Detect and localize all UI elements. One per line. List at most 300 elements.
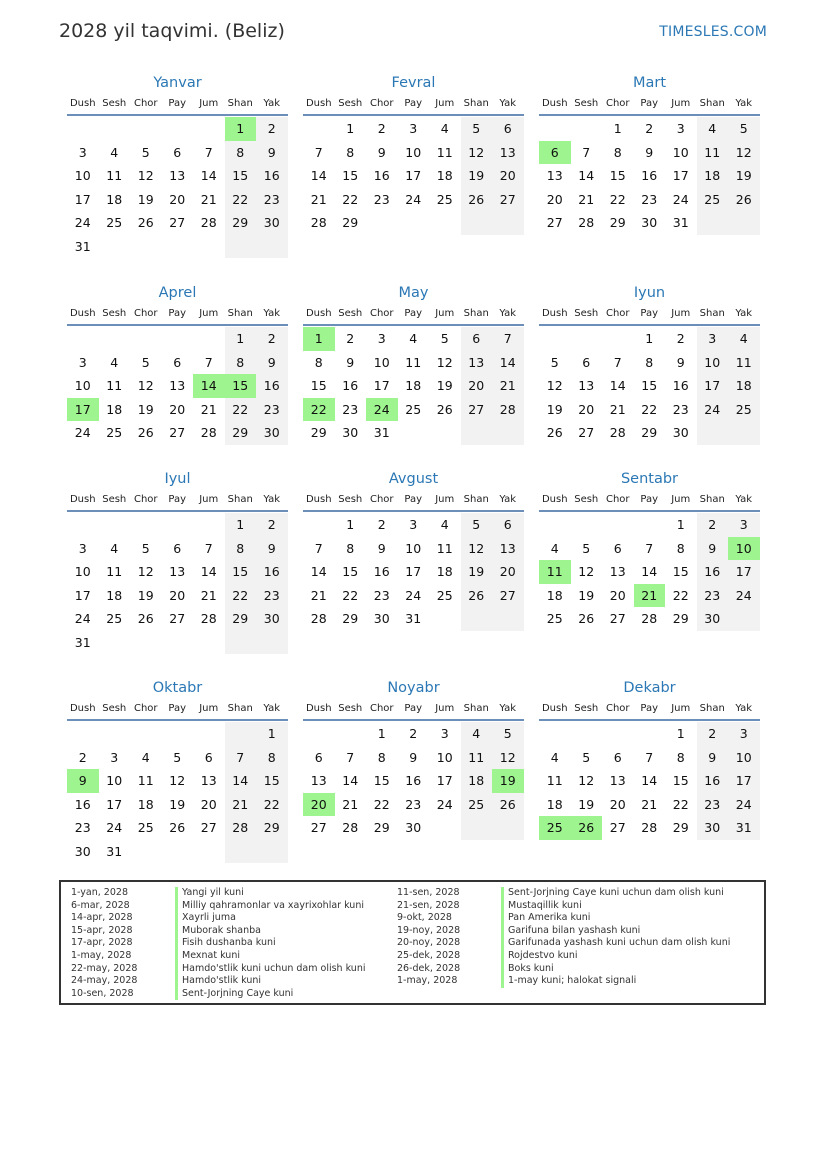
day-cell: 6: [613, 749, 622, 765]
day-cell: 13: [169, 564, 186, 579]
day-cell: 14: [578, 168, 595, 183]
day-cell: 10: [728, 746, 760, 770]
day-cell: 8: [225, 537, 257, 561]
day-cell: 17: [373, 378, 390, 393]
day-cell: 29: [641, 425, 658, 440]
day-cell: 9: [256, 141, 288, 165]
day-cell: 8: [645, 354, 654, 370]
day-cell: 5: [141, 144, 150, 160]
holiday-day-cell: 1: [303, 327, 335, 351]
legend-holiday-name: 1-may kuni; halokat signali: [501, 975, 636, 988]
weekday-label: Jum: [671, 494, 691, 505]
weekday-label: Sesh: [102, 703, 127, 714]
weekday-label: Chor: [369, 98, 394, 109]
empty-cell: [162, 722, 194, 746]
empty-cell: [193, 840, 225, 864]
weekday-label: Sesh: [338, 703, 363, 714]
header-rule: [303, 114, 524, 116]
day-cell: 21: [492, 374, 524, 398]
weekday-label: Pay: [168, 494, 187, 505]
day-cell: 18: [546, 796, 563, 812]
day-cell: 13: [200, 773, 217, 788]
legend-date: 1-yan, 2028: [71, 887, 128, 898]
day-cell: 6: [492, 117, 524, 141]
holiday-day-cell: 24: [366, 398, 398, 422]
day-cell: 13: [609, 564, 626, 579]
day-cell: 25: [697, 188, 729, 212]
day-cell: 5: [550, 354, 559, 370]
day-cell: 15: [609, 168, 626, 183]
day-cell: 30: [641, 215, 658, 230]
weekday-label: Sesh: [102, 494, 127, 505]
day-cell: 1: [225, 327, 257, 351]
day-cell: 3: [676, 121, 685, 136]
empty-cell: [67, 117, 99, 141]
day-cell: 22: [672, 587, 689, 603]
day-cell: 14: [641, 564, 658, 579]
day-cell: 31: [672, 215, 689, 230]
header-rule: [67, 324, 288, 326]
day-cell: 16: [256, 560, 288, 584]
day-cell: 22: [342, 587, 359, 603]
day-cell: 11: [137, 773, 154, 788]
empty-cell: [429, 607, 461, 631]
weekday-label: Shan: [699, 308, 725, 319]
day-cell: 18: [546, 587, 563, 603]
empty-cell: [303, 513, 335, 537]
day-cell: 9: [256, 351, 288, 375]
weekday-label: Yak: [499, 98, 517, 109]
day-cell: 1: [613, 121, 622, 136]
legend-holiday-name: Mustaqillik kuni: [501, 900, 582, 913]
day-cell: 17: [436, 773, 453, 788]
weekday-label: Pay: [640, 494, 659, 505]
weekday-label: Pay: [168, 308, 187, 319]
weekday-label: Yak: [735, 98, 753, 109]
day-cell: 13: [310, 773, 327, 788]
day-cell: 16: [373, 564, 390, 579]
day-cell: 9: [409, 749, 418, 765]
day-cell: 10: [74, 564, 91, 579]
legend-date: 15-apr, 2028: [71, 924, 133, 936]
holiday-day-cell: 21: [634, 584, 666, 608]
day-cell: 4: [728, 327, 760, 351]
day-cell: 5: [141, 540, 150, 556]
weekday-label: Chor: [133, 98, 158, 109]
day-cell: 9: [377, 144, 386, 160]
day-cell: 5: [461, 513, 493, 537]
weekday-label: Sesh: [574, 703, 599, 714]
empty-cell: [256, 631, 288, 655]
weekday-label: Yak: [263, 98, 281, 109]
day-cell: 6: [173, 144, 182, 160]
empty-cell: [634, 513, 666, 537]
day-cell: 26: [546, 425, 563, 440]
day-cell: 13: [169, 168, 186, 183]
empty-cell: [602, 722, 634, 746]
day-cell: 5: [173, 749, 182, 765]
day-cell: 30: [74, 843, 91, 859]
day-cell: 21: [342, 796, 359, 812]
day-cell: 4: [110, 144, 119, 160]
weekday-label: Sesh: [338, 494, 363, 505]
day-cell: 11: [697, 141, 729, 165]
day-cell: 7: [582, 144, 591, 160]
day-cell: 29: [225, 211, 257, 235]
day-cell: 18: [106, 587, 123, 603]
day-cell: 23: [342, 401, 359, 417]
weekday-label: Yak: [735, 703, 753, 714]
day-cell: 23: [256, 584, 288, 608]
legend-holiday-name: Hamdo'stlik kuni uchun dam olish kuni: [175, 963, 365, 976]
weekday-label: Jum: [199, 308, 219, 319]
day-cell: 29: [672, 611, 689, 626]
day-cell: 19: [578, 796, 595, 812]
day-cell: 26: [461, 188, 493, 212]
day-cell: 29: [342, 611, 359, 626]
weekday-label: Sesh: [338, 98, 363, 109]
weekday-label: Jum: [199, 703, 219, 714]
empty-cell: [728, 421, 760, 445]
day-cell: 5: [728, 117, 760, 141]
holiday-day-cell: 22: [303, 398, 335, 422]
day-cell: 14: [342, 773, 359, 788]
empty-cell: [162, 631, 194, 655]
day-cell: 3: [78, 144, 87, 160]
day-cell: 26: [436, 401, 453, 417]
day-cell: 17: [106, 796, 123, 812]
day-cell: 24: [74, 425, 91, 440]
empty-cell: [67, 513, 99, 537]
empty-cell: [602, 327, 634, 351]
day-cell: 24: [697, 398, 729, 422]
day-cell: 4: [461, 722, 493, 746]
month-1: [67, 72, 288, 258]
header-rule: [539, 719, 760, 721]
day-cell: 9: [697, 746, 729, 770]
day-cell: 22: [672, 796, 689, 812]
day-cell: 3: [728, 722, 760, 746]
day-cell: 16: [256, 164, 288, 188]
weekday-label: Dush: [541, 494, 568, 505]
day-cell: 25: [106, 425, 123, 440]
empty-cell: [697, 211, 729, 235]
day-cell: 22: [225, 398, 257, 422]
day-cell: 28: [200, 215, 217, 230]
day-cell: 7: [314, 540, 323, 556]
day-cell: 10: [405, 540, 422, 556]
day-cell: 29: [310, 425, 327, 440]
day-cell: 13: [461, 351, 493, 375]
day-cell: 18: [106, 401, 123, 417]
empty-cell: [571, 513, 603, 537]
day-cell: 26: [728, 188, 760, 212]
day-cell: 8: [225, 351, 257, 375]
day-cell: 31: [74, 634, 91, 650]
empty-cell: [162, 513, 194, 537]
empty-cell: [492, 816, 524, 840]
holiday-day-cell: 19: [492, 769, 524, 793]
day-cell: 27: [461, 398, 493, 422]
day-cell: 18: [137, 796, 154, 812]
legend-date: 11-sen, 2028: [397, 887, 460, 898]
empty-cell: [429, 816, 461, 840]
legend-holiday-name: Fisih dushanba kuni: [175, 937, 276, 950]
day-cell: 10: [405, 144, 422, 160]
day-cell: 16: [256, 374, 288, 398]
day-cell: 13: [546, 168, 563, 183]
day-cell: 18: [436, 564, 453, 579]
month-name: Avgust: [388, 471, 439, 487]
day-cell: 12: [578, 564, 595, 579]
day-cell: 11: [106, 378, 123, 393]
day-cell: 22: [641, 401, 658, 417]
day-cell: 6: [613, 540, 622, 556]
day-cell: 2: [256, 513, 288, 537]
day-cell: 21: [225, 793, 257, 817]
day-cell: 12: [137, 378, 154, 393]
day-cell: 18: [106, 191, 123, 207]
legend-date: 6-mar, 2028: [71, 899, 130, 911]
month-8: [303, 468, 524, 631]
weekday-label: Pay: [404, 703, 423, 714]
day-cell: 19: [436, 378, 453, 393]
empty-cell: [99, 327, 131, 351]
weekday-label: Yak: [735, 494, 753, 505]
day-cell: 5: [492, 722, 524, 746]
day-cell: 23: [74, 820, 91, 835]
day-cell: 25: [137, 820, 154, 835]
day-cell: 28: [225, 816, 257, 840]
day-cell: 19: [137, 191, 154, 207]
empty-cell: [398, 211, 430, 235]
day-cell: 7: [346, 749, 355, 765]
day-cell: 16: [672, 378, 689, 393]
day-cell: 30: [405, 820, 422, 835]
day-cell: 2: [645, 121, 654, 136]
day-cell: 22: [609, 191, 626, 207]
day-cell: 8: [676, 540, 685, 556]
day-cell: 30: [373, 611, 390, 626]
day-cell: 11: [106, 168, 123, 183]
empty-cell: [602, 513, 634, 537]
day-cell: 20: [492, 560, 524, 584]
month-name: Yanvar: [153, 75, 202, 91]
empty-cell: [492, 421, 524, 445]
day-cell: 12: [137, 564, 154, 579]
day-cell: 30: [342, 425, 359, 440]
day-cell: 15: [373, 773, 390, 788]
legend-date: 9-okt, 2028: [397, 912, 452, 924]
day-cell: 28: [641, 820, 658, 835]
weekday-label: Jum: [435, 308, 455, 319]
day-cell: 29: [225, 421, 257, 445]
weekday-label: Dush: [541, 98, 568, 109]
day-cell: 20: [492, 164, 524, 188]
day-cell: 8: [346, 144, 355, 160]
day-cell: 5: [141, 354, 150, 370]
day-cell: 2: [377, 121, 386, 136]
day-cell: 14: [310, 168, 327, 183]
day-cell: 10: [373, 354, 390, 370]
day-cell: 13: [492, 537, 524, 561]
weekday-label: Shan: [463, 98, 489, 109]
day-cell: 11: [728, 351, 760, 375]
day-cell: 6: [314, 749, 323, 765]
day-cell: 20: [200, 796, 217, 812]
empty-cell: [162, 235, 194, 259]
day-cell: 19: [137, 401, 154, 417]
day-cell: 16: [641, 168, 658, 183]
brand-link[interactable]: TIMESLES.COM: [659, 24, 767, 40]
weekday-label: Sesh: [102, 308, 127, 319]
holiday-day-cell: 26: [571, 816, 603, 840]
day-cell: 21: [200, 191, 217, 207]
day-cell: 25: [405, 401, 422, 417]
empty-cell: [398, 421, 430, 445]
legend-holiday-name: Xayrli juma: [175, 912, 236, 925]
day-cell: 2: [346, 331, 355, 346]
day-cell: 27: [310, 820, 327, 835]
header-rule: [539, 510, 760, 512]
day-cell: 12: [546, 378, 563, 393]
empty-cell: [193, 631, 225, 655]
empty-cell: [634, 722, 666, 746]
weekday-label: Jum: [671, 308, 691, 319]
weekday-label: Jum: [199, 98, 219, 109]
empty-cell: [99, 117, 131, 141]
legend-holiday-name: Yangi yil kuni: [175, 887, 244, 900]
day-cell: 6: [173, 540, 182, 556]
holiday-day-cell: 1: [225, 117, 257, 141]
day-cell: 14: [200, 168, 217, 183]
day-cell: 12: [436, 354, 453, 370]
header-rule: [539, 114, 760, 116]
weekday-label: Shan: [463, 703, 489, 714]
day-cell: 17: [74, 587, 91, 603]
day-cell: 2: [78, 749, 87, 765]
weekday-label: Yak: [499, 703, 517, 714]
holiday-legend: [59, 880, 766, 1005]
day-cell: 24: [436, 796, 453, 812]
day-cell: 17: [405, 168, 422, 183]
day-cell: 22: [373, 796, 390, 812]
holiday-day-cell: 6: [539, 141, 571, 165]
empty-cell: [193, 513, 225, 537]
day-cell: 10: [436, 749, 453, 765]
legend-date: 1-may, 2028: [397, 975, 458, 987]
day-cell: 16: [342, 378, 359, 393]
weekday-label: Chor: [369, 308, 394, 319]
weekday-label: Jum: [435, 494, 455, 505]
empty-cell: [539, 513, 571, 537]
empty-cell: [67, 327, 99, 351]
holiday-day-cell: 20: [303, 793, 335, 817]
day-cell: 4: [110, 540, 119, 556]
legend-holiday-name: Rojdestvo kuni: [501, 950, 578, 963]
day-cell: 4: [697, 117, 729, 141]
empty-cell: [99, 513, 131, 537]
weekday-label: Sesh: [574, 494, 599, 505]
holiday-day-cell: 11: [539, 560, 571, 584]
month-name: Dekabr: [623, 680, 676, 696]
header-rule: [303, 719, 524, 721]
day-cell: 26: [492, 793, 524, 817]
day-cell: 26: [137, 425, 154, 440]
day-cell: 1: [346, 517, 355, 532]
day-cell: 2: [256, 117, 288, 141]
day-cell: 12: [492, 746, 524, 770]
day-cell: 24: [106, 820, 123, 835]
day-cell: 23: [697, 584, 729, 608]
day-cell: 26: [137, 215, 154, 230]
day-cell: 15: [225, 164, 257, 188]
empty-cell: [539, 117, 571, 141]
weekday-label: Jum: [199, 494, 219, 505]
empty-cell: [461, 421, 493, 445]
day-cell: 14: [310, 564, 327, 579]
day-cell: 1: [645, 331, 654, 346]
day-cell: 16: [697, 769, 729, 793]
empty-cell: [130, 327, 162, 351]
legend-date: 24-may, 2028: [71, 975, 138, 987]
day-cell: 15: [310, 378, 327, 393]
empty-cell: [99, 722, 131, 746]
empty-cell: [256, 840, 288, 864]
day-cell: 3: [377, 331, 386, 346]
legend-holiday-name: Pan Amerika kuni: [501, 912, 590, 925]
empty-cell: [728, 211, 760, 235]
day-cell: 9: [697, 537, 729, 561]
day-cell: 28: [578, 215, 595, 230]
legend-holiday-name: Garifuna bilan yashash kuni: [501, 925, 640, 938]
day-cell: 20: [169, 587, 186, 603]
day-cell: 28: [310, 611, 327, 626]
day-cell: 9: [676, 354, 685, 370]
weekday-label: Chor: [605, 494, 630, 505]
day-cell: 12: [578, 773, 595, 788]
day-cell: 23: [641, 191, 658, 207]
header-rule: [303, 510, 524, 512]
day-cell: 30: [697, 607, 729, 631]
day-cell: 26: [578, 611, 595, 626]
day-cell: 27: [578, 425, 595, 440]
day-cell: 24: [672, 191, 689, 207]
header-rule: [67, 114, 288, 116]
day-cell: 6: [582, 354, 591, 370]
empty-cell: [461, 816, 493, 840]
legend-holiday-name: Mexnat kuni: [175, 950, 240, 963]
day-cell: 27: [609, 611, 626, 626]
header-rule: [539, 324, 760, 326]
day-cell: 8: [377, 749, 386, 765]
day-cell: 11: [461, 746, 493, 770]
weekday-label: Dush: [305, 703, 332, 714]
empty-cell: [335, 722, 367, 746]
day-cell: 28: [310, 215, 327, 230]
day-cell: 13: [169, 378, 186, 393]
day-cell: 25: [436, 191, 453, 207]
day-cell: 19: [578, 587, 595, 603]
weekday-label: Sesh: [574, 308, 599, 319]
weekday-label: Yak: [735, 308, 753, 319]
day-cell: 30: [697, 816, 729, 840]
empty-cell: [429, 211, 461, 235]
day-cell: 11: [546, 773, 563, 788]
month-name: Iyul: [164, 471, 191, 487]
day-cell: 23: [672, 401, 689, 417]
day-cell: 16: [697, 560, 729, 584]
